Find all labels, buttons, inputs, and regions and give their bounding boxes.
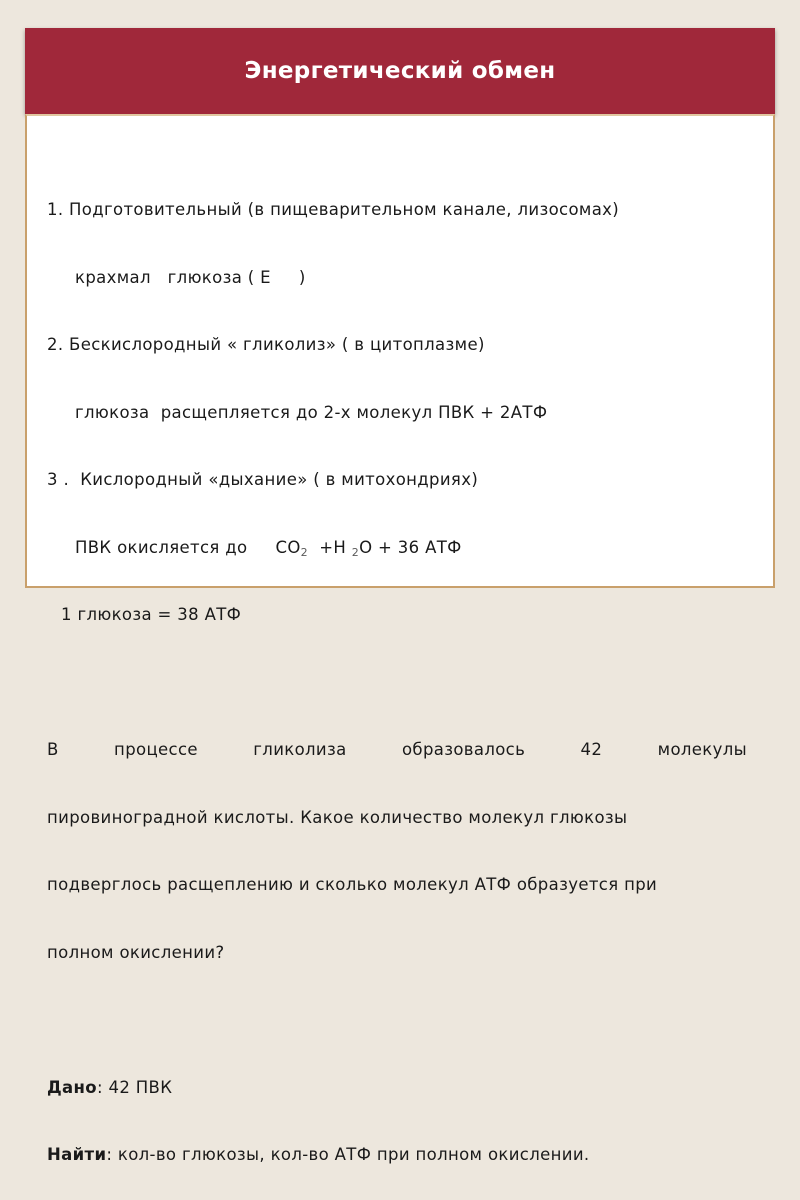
stage-3-detail-part-b: +Н (308, 537, 352, 557)
find-line (47, 1144, 747, 1167)
slide-content (47, 154, 747, 1200)
problem-line-4: полном окислении? (47, 942, 225, 962)
stage-3-detail-part-a: ПВК окисляется до СО (75, 537, 301, 557)
stage-3-title: 3 . Кислородный «дыхание» ( в митохондриях) (47, 470, 479, 489)
given-label: Дано (47, 1077, 97, 1097)
find-value: : кол-во глюкозы, кол-во АТФ при полном окислении. (106, 1145, 590, 1164)
content-panel (25, 114, 775, 1164)
energy-summary: 1 глюкоза = 38 АТФ (61, 605, 242, 624)
stage-2-title: 2. Бескислородный « гликолиз» ( в цитоплазме) (47, 335, 485, 354)
spacer (47, 1009, 747, 1032)
stage-1-detail: крахмал глюкоза ( Е ) (75, 267, 306, 287)
slide-title: Энергетический обмен (244, 58, 556, 84)
stage-3-detail-part-c: О + 36 АТФ (359, 537, 462, 557)
problem-line-1: В процессе гликолиза образовалось 42 молекулы (47, 740, 747, 759)
stage-3-detail (47, 537, 747, 560)
h2o-subscript: 2 (351, 545, 360, 559)
stage-2-detail: глюкоза расщепляется до 2-х молекул ПВК + 2АТФ (75, 402, 548, 422)
given-line (47, 1077, 747, 1100)
co2-subscript: 2 (300, 545, 309, 559)
problem-line-2: пировиноградной кислоты. Какое количество молекул глюкозы (47, 807, 628, 827)
find-label: Найти (47, 1145, 107, 1164)
given-value: : 42 ПВК (96, 1077, 173, 1097)
problem-line-3: подверглось расщеплению и сколько молекул АТФ образуется при (47, 875, 658, 894)
stage-1-title: 1. Подготовительный (в пищеварительном канале, лизосомах) (47, 200, 620, 219)
slide-header (25, 28, 775, 114)
spacer (47, 672, 747, 695)
